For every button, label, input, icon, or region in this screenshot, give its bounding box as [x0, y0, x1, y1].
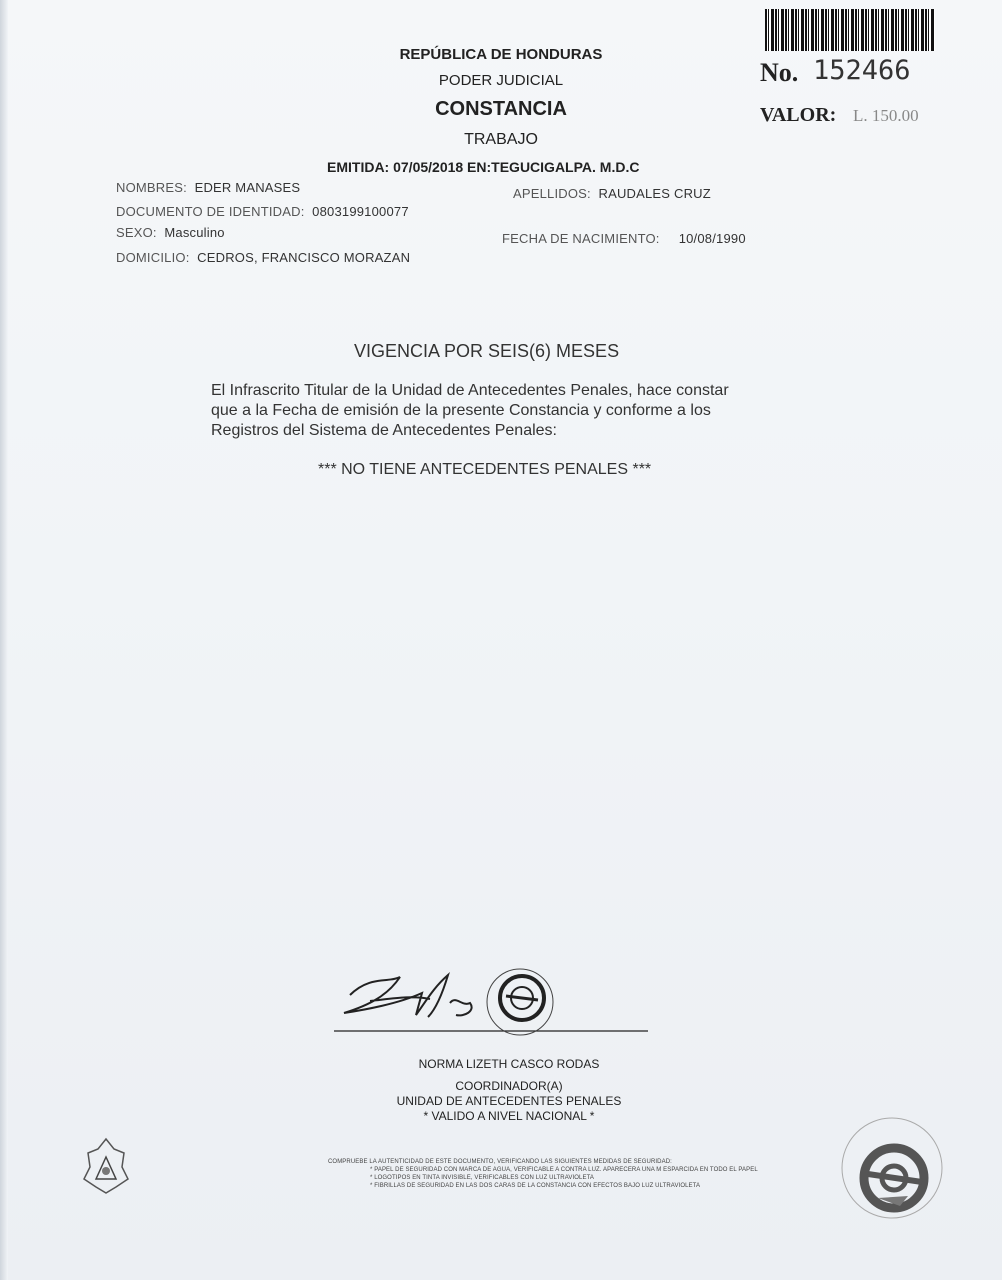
address-label: DOMICILIO: [116, 250, 190, 265]
security-note-1: COMPRUEBE LA AUTENTICIDAD DE ESTE DOCUMENTO, VERIFICANDO LAS SIGUIENTES MEDIDAS DE SEGURIDAD: [328, 1159, 672, 1165]
signatory-name: NORMA LIZETH CASCO RODAS [418, 1057, 600, 1071]
names-value: EDER MANASES [194, 180, 301, 195]
body-line-1: El Infrascrito Titular de la Unidad de Antecedentes Penales, hace constar [211, 382, 729, 399]
security-note-3: * LOGOTIPOS EN TINTA INVISIBLE, VERIFICABLES CON LUZ ULTRAVIOLETA [370, 1175, 594, 1181]
body-line-2: que a la Fecha de emisión de la presente Constancia y conforme a los [211, 402, 711, 419]
surnames-value: RAUDALES CRUZ [598, 186, 711, 201]
id-label: DOCUMENTO DE IDENTIDAD: [116, 204, 305, 219]
body-line-3: Registros del Sistema de Antecedentes Penales: [211, 422, 557, 439]
id-value: 0803199100077 [312, 204, 409, 219]
names-row [116, 180, 300, 195]
validity-scope: * VALIDO A NIVEL NACIONAL * [423, 1109, 595, 1123]
document-purpose: TRABAJO [464, 131, 538, 148]
dob-label: FECHA DE NACIMIENTO: [502, 231, 660, 246]
signatory-title: COORDINADOR(A) [455, 1079, 563, 1093]
validity-heading: VIGENCIA POR SEIS(6) MESES [354, 341, 620, 361]
sex-label: SEXO: [116, 225, 157, 240]
unit-seal [484, 966, 556, 1038]
surnames-row [513, 186, 711, 201]
surnames-label: APELLIDOS: [513, 186, 591, 201]
sex-row [116, 225, 225, 240]
security-note-2: * PAPEL DE SEGURIDAD CON MARCA DE AGUA, VERIFICABLE A CONTRA LUZ. APARECERA UNA M ESPARCIDA EN TODO EL PAPEL [370, 1167, 758, 1173]
serial-no-label: No. [760, 58, 799, 87]
address-row [116, 250, 410, 265]
coat-of-arms-icon [80, 1135, 132, 1197]
judicature-seal [838, 1112, 946, 1230]
branch-title: PODER JUDICIAL [438, 72, 564, 89]
page-edge-shadow [0, 0, 8, 1280]
signatory-unit: UNIDAD DE ANTECEDENTES PENALES [396, 1094, 622, 1108]
security-note-4: * FIBRILLAS DE SEGURIDAD EN LAS DOS CARAS DE LA CONSTANCIA CON EFECTOS BAJO LUZ ULTRAVIOLETA [370, 1183, 701, 1189]
country-title: REPÚBLICA DE HONDURAS [399, 46, 603, 63]
dob-value: 10/08/1990 [678, 231, 746, 246]
signature-scribble [344, 975, 472, 1017]
dob-row [502, 231, 746, 246]
names-label: NOMBRES: [116, 180, 187, 195]
barcode [765, 9, 935, 51]
serial-number: 152466 [813, 55, 911, 86]
record-result: *** NO TIENE ANTECEDENTES PENALES *** [318, 461, 652, 478]
sex-value: Masculino [164, 225, 225, 240]
address-value: CEDROS, FRANCISCO MORAZAN [197, 250, 411, 265]
id-row [116, 204, 409, 219]
value-amount: L. 150.00 [853, 106, 919, 125]
value-label: VALOR: [760, 104, 837, 126]
document-type: CONSTANCIA [435, 98, 567, 120]
issue-line: EMITIDA: 07/05/2018 EN:TEGUCIGALPA. M.D.C [327, 159, 640, 175]
